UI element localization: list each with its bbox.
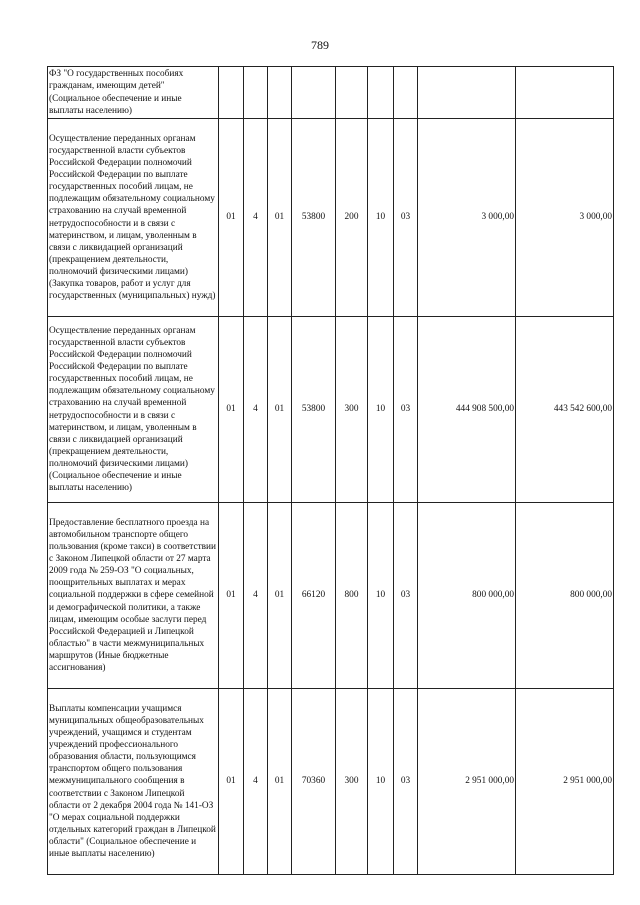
code-cell: 10 — [368, 503, 394, 689]
code-cell: 03 — [394, 689, 418, 875]
table-row — [48, 503, 614, 689]
amount-year-2 — [516, 67, 614, 119]
code-cell: 53800 — [292, 119, 336, 317]
code-cell: 4 — [244, 317, 268, 503]
budget-table — [47, 66, 614, 875]
amount-year-1 — [418, 67, 516, 119]
code-cell: 4 — [244, 689, 268, 875]
code-cell: 53800 — [292, 317, 336, 503]
code-cell: 200 — [336, 119, 368, 317]
row-description: Осуществление переданных органам государственной власти субъектов Российской Федерации полномочий Российской Федерации по выплате государственных пособий лицам, не подлежащим обязательному социальному страхованию на случай временной нетрудоспособности и в связи с материнством, и лицам, уволенным в связи с ликвидацией организаций (прекращением деятельности, полномочий физическими лицами) (Закупка товаров, работ и услуг для государственных (муниципальных) нужд) — [48, 119, 219, 317]
code-cell: 01 — [219, 503, 244, 689]
code-cell: 10 — [368, 119, 394, 317]
row-description: Предоставление бесплатного проезда на автомобильном транспорте общего пользования (кроме такси) в соответствии с Законом Липецкой области от 27 марта 2009 года № 259-ОЗ "О социальных, поощрительных выплатах и мерах социальной поддержки в сфере семейной и демографической политики, а также лицам, имеющим особые заслуги перед Российской Федерацией и Липецкой областью" в части межмуниципальных маршрутов (Иные бюджетные ассигнования) — [48, 503, 219, 689]
code-cell: 66120 — [292, 503, 336, 689]
row-description: Выплаты компенсации учащимся муниципальных общеобразовательных учреждений, учащимся и студентам учреждений профессионального образования области, пользующимся транспортом общего пользования межмуниципального сообщения в соответствии с Законом Липецкой области от 2 декабря 2004 года № 141-ОЗ "О мерах социальной поддержки отдельных категорий граждан в Липецкой области" (Социальное обеспечение и иные выплаты населению) — [48, 689, 219, 875]
amount-year-2: 443 542 600,00 — [516, 317, 614, 503]
code-cell: 01 — [268, 119, 292, 317]
page-number: 789 — [311, 38, 329, 52]
code-cell: 01 — [268, 689, 292, 875]
code-cell: 800 — [336, 503, 368, 689]
code-cell: 01 — [219, 689, 244, 875]
code-cell — [292, 67, 336, 119]
code-cell: 70360 — [292, 689, 336, 875]
code-cell: 01 — [219, 317, 244, 503]
amount-year-1: 3 000,00 — [418, 119, 516, 317]
code-cell — [219, 67, 244, 119]
code-cell: 4 — [244, 119, 268, 317]
code-cell — [268, 67, 292, 119]
row-description: Осуществление переданных органам государственной власти субъектов Российской Федерации полномочий Российской Федерации по выплате государственных пособий лицам, не подлежащим обязательному социальному страхованию на случай временной нетрудоспособности и в связи с материнством, и лицам, уволенным в связи с ликвидацией организаций (прекращением деятельности, полномочий физическими лицами) (Социальное обеспечение и иные выплаты населению) — [48, 317, 219, 503]
code-cell: 03 — [394, 503, 418, 689]
code-cell: 03 — [394, 119, 418, 317]
amount-year-1: 2 951 000,00 — [418, 689, 516, 875]
code-cell: 01 — [219, 119, 244, 317]
amount-year-1: 444 908 500,00 — [418, 317, 516, 503]
code-cell: 01 — [268, 503, 292, 689]
code-cell: 300 — [336, 317, 368, 503]
table-row — [48, 67, 614, 119]
amount-year-2: 3 000,00 — [516, 119, 614, 317]
code-cell: 10 — [368, 689, 394, 875]
code-cell: 4 — [244, 503, 268, 689]
code-cell: 03 — [394, 317, 418, 503]
code-cell: 300 — [336, 689, 368, 875]
table-row — [48, 317, 614, 503]
code-cell — [394, 67, 418, 119]
code-cell — [368, 67, 394, 119]
code-cell — [244, 67, 268, 119]
code-cell: 10 — [368, 317, 394, 503]
row-description: ФЗ "О государственных пособиях гражданам, имеющим детей" (Социальное обеспечение и иные выплаты населению) — [48, 67, 219, 119]
code-cell — [336, 67, 368, 119]
table-row — [48, 119, 614, 317]
code-cell: 01 — [268, 317, 292, 503]
table-row — [48, 689, 614, 875]
amount-year-1: 800 000,00 — [418, 503, 516, 689]
amount-year-2: 2 951 000,00 — [516, 689, 614, 875]
amount-year-2: 800 000,00 — [516, 503, 614, 689]
